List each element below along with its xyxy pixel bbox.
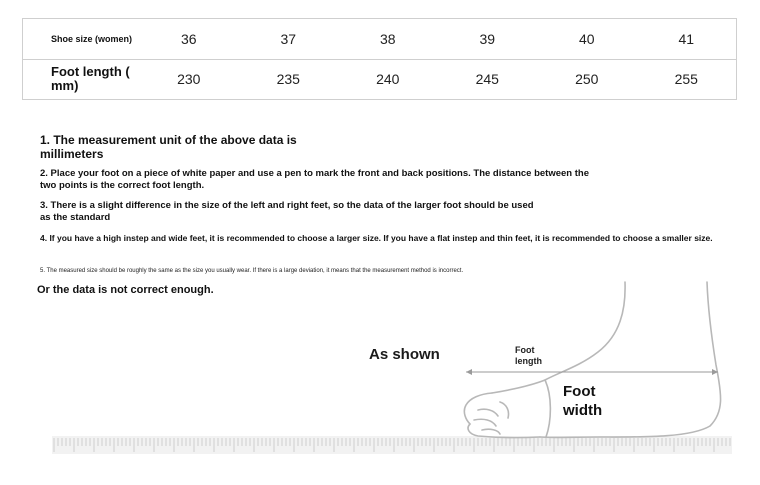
- table-cell-length: 250: [575, 71, 599, 87]
- table-cell-size: 36: [180, 31, 197, 47]
- table-cell-size: 40: [578, 31, 595, 47]
- table-cell-size: 37: [280, 31, 297, 47]
- table-cell-length: 235: [276, 71, 300, 87]
- table-cell-length: 230: [177, 71, 201, 87]
- foot-width-label: [563, 382, 613, 420]
- table-cell-size: 38: [379, 31, 396, 47]
- table-cell-length: 255: [674, 71, 698, 87]
- size-chart-table: [22, 18, 737, 100]
- table-cell-size: 39: [479, 31, 496, 47]
- note-deviation: 5. The measured size should be roughly the same as the size you usually wear. If there is a large deviation, it means that the measurement method is incorrect.: [40, 268, 464, 274]
- note-measure-method: 2. Place your foot on a piece of white paper and use a pen to mark the front and back positions. The distance between the two points is the correct foot length.: [40, 168, 589, 191]
- table-row-shoe-size: [23, 19, 736, 60]
- foot-width-text: Foot width: [563, 383, 603, 419]
- ruler-strip: [52, 436, 732, 454]
- as-shown-label: As shown: [369, 346, 440, 363]
- table-row-foot-length: [23, 59, 736, 99]
- note-unit: 1. The measurement unit of the above data is millimeters: [40, 133, 297, 161]
- shoe-size-header: Shoe size (women): [51, 34, 133, 44]
- note-instep: 4. If you have a high instep and wide feet, it is recommended to choose a larger size. If you have a flat instep and thin feet, it is recommended to choose a smaller size.: [40, 233, 713, 243]
- table-cell-length: 240: [376, 71, 400, 87]
- note-not-correct: Or the data is not correct enough.: [37, 284, 214, 296]
- note-larger-foot: 3. There is a slight difference in the size of the left and right feet, so the data of the larger foot should be used as the standard: [40, 200, 534, 223]
- table-cell-size: 41: [678, 31, 695, 47]
- foot-length-arrow: [466, 369, 718, 375]
- foot-length-text: Foot length: [515, 345, 542, 366]
- foot-length-header: Foot length ( mm): [51, 64, 130, 93]
- foot-length-label: [515, 345, 551, 367]
- table-cell-length: 245: [475, 71, 499, 87]
